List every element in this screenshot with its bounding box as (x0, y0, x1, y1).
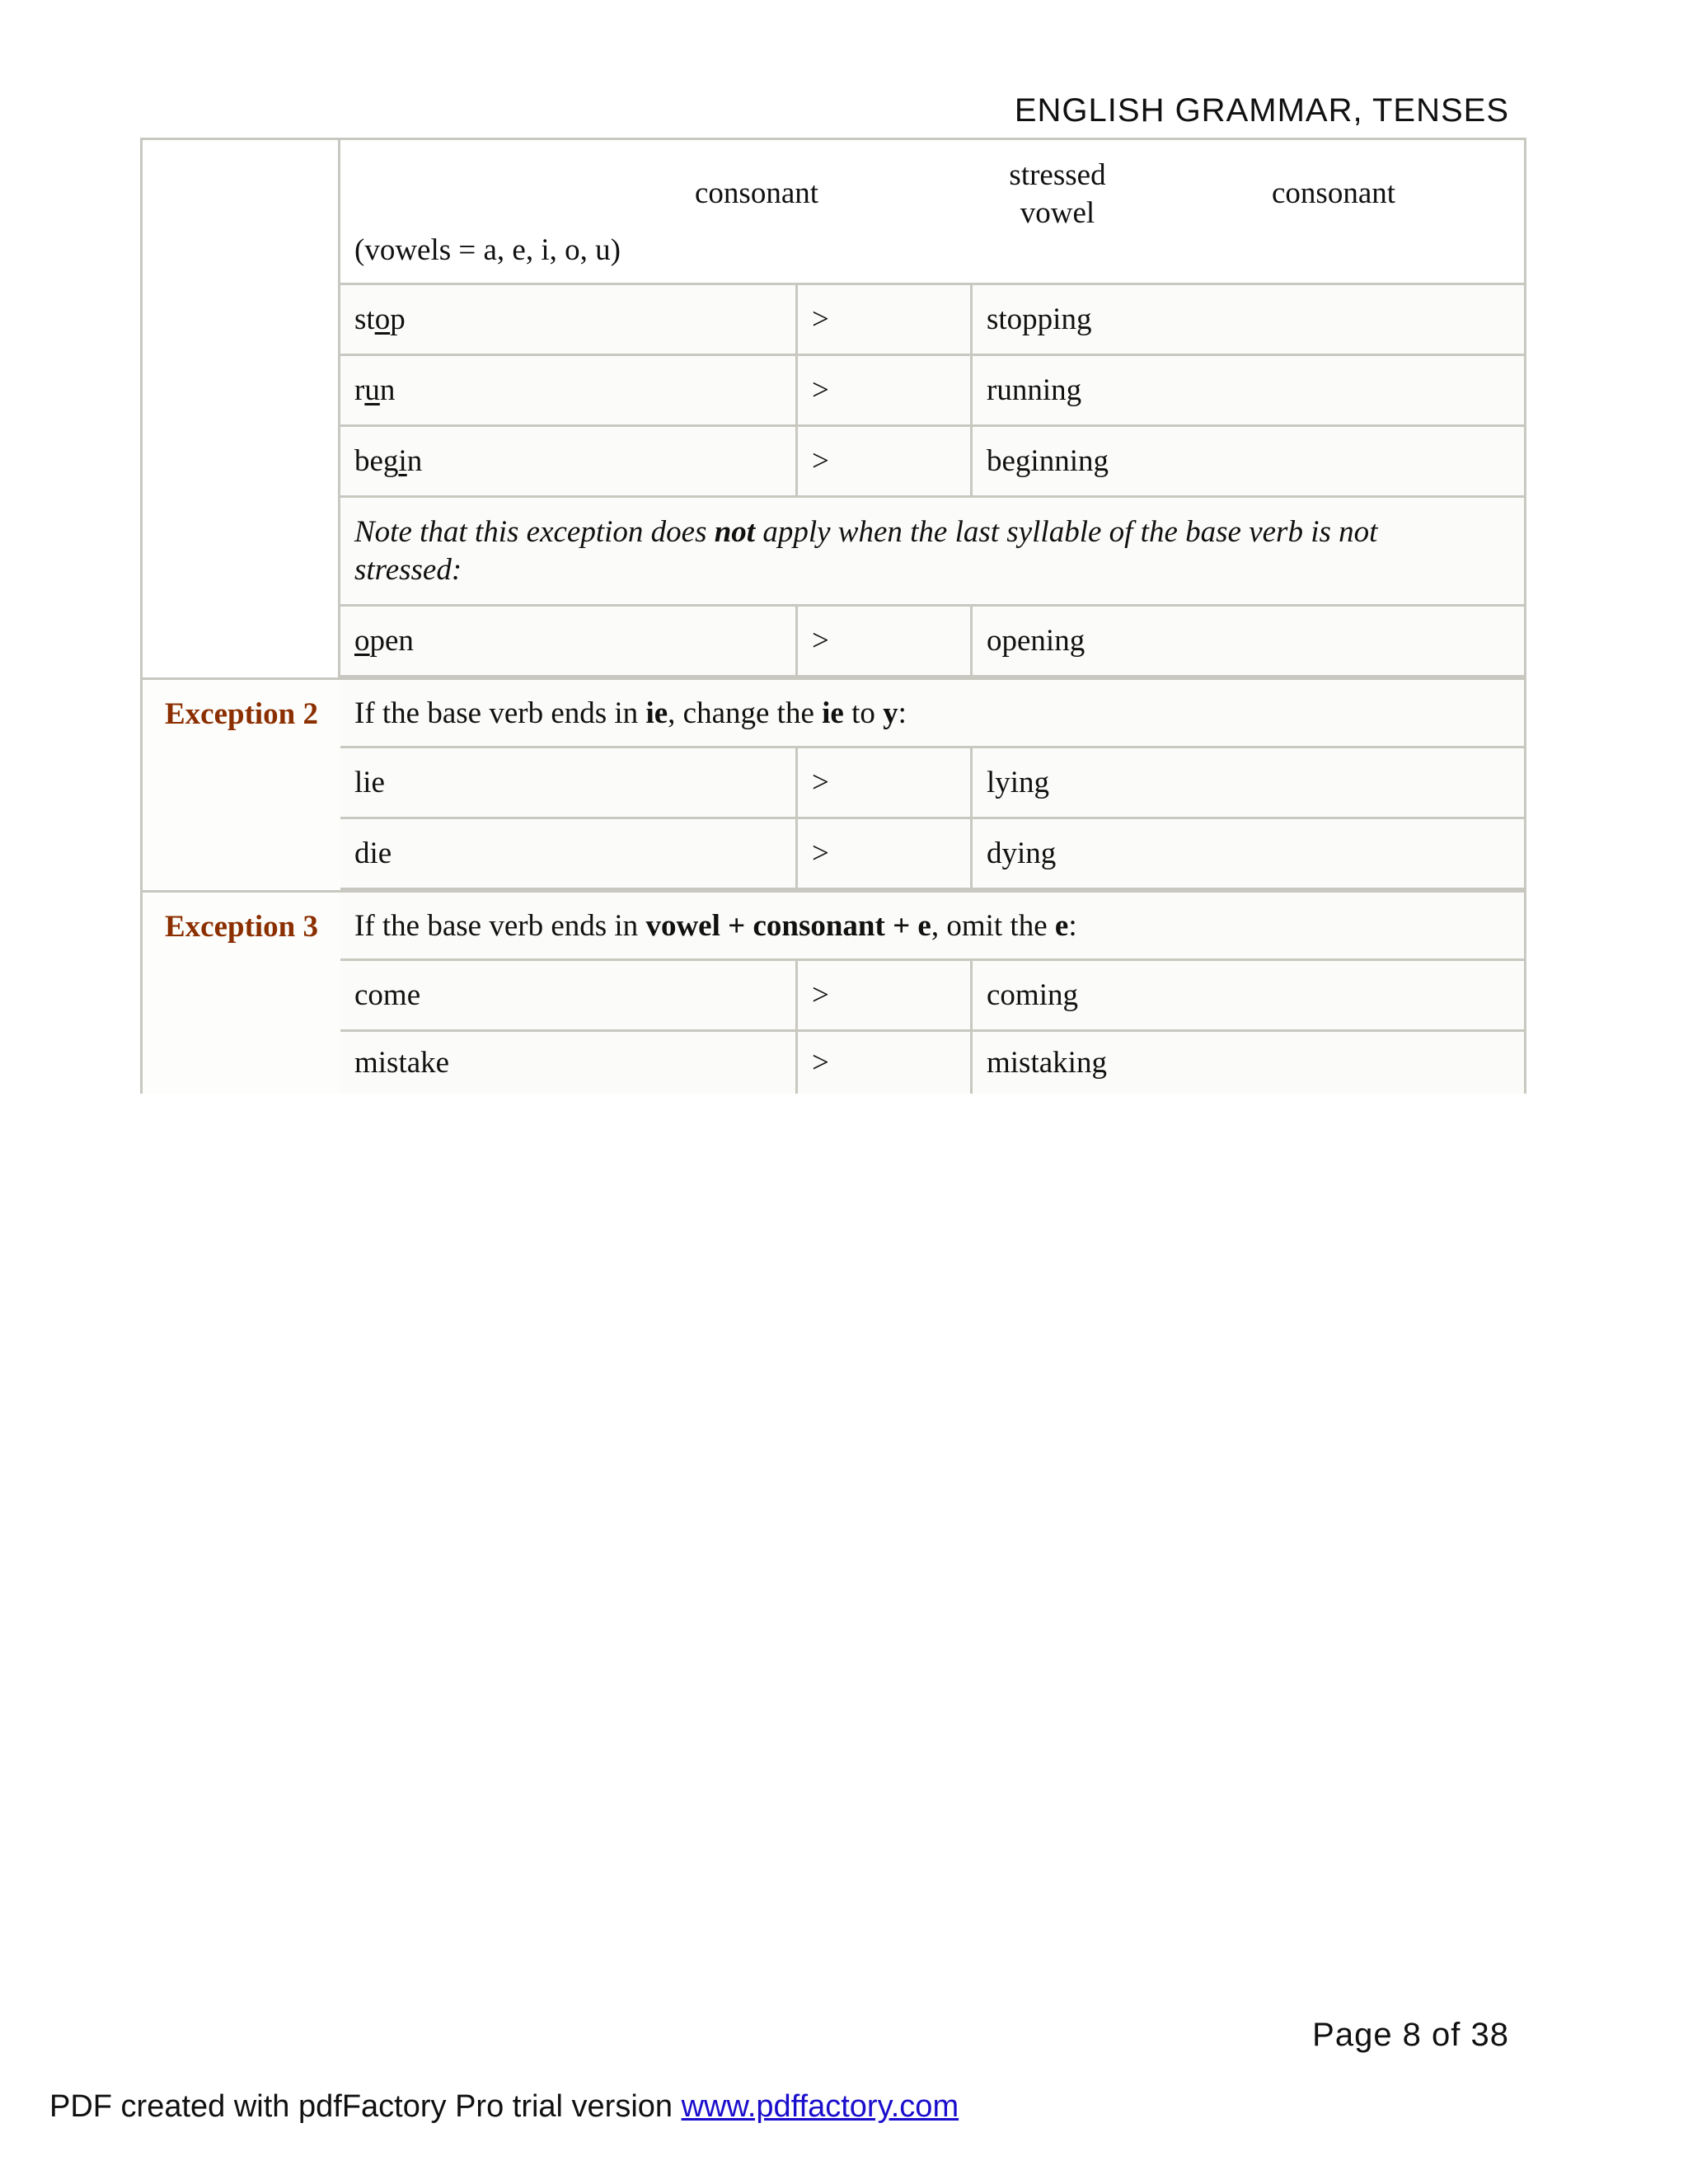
pattern-header (340, 140, 1524, 285)
arrow-cell: > (798, 1032, 973, 1094)
result-cell: stopping (973, 285, 1524, 354)
base-verb-cell: o pen (340, 607, 798, 675)
pdffactory-link[interactable]: www.pdffactory.com (681, 2089, 959, 2124)
result-cell: beginning (973, 427, 1524, 495)
exception-2-label: Exception 2 (143, 677, 340, 748)
exception-2-rule: If the base verb ends in ie , change the ie to y : (340, 680, 1524, 746)
consonant-label-1: consonant (695, 176, 819, 210)
pdf-footer (49, 2089, 959, 2125)
table-row (340, 607, 1524, 677)
result-cell: coming (973, 961, 1524, 1029)
base-verb-cell: beg i n (340, 427, 798, 495)
table-row (340, 961, 1524, 1032)
result-cell: dying (973, 819, 1524, 888)
stressed-vowel-label: stressed vowel (1009, 158, 1106, 230)
exception-3-rule: If the base verb ends in vowel + consonant + e , omit the e : (340, 893, 1524, 958)
arrow-cell: > (798, 819, 973, 888)
arrow-cell: > (798, 748, 973, 817)
base-verb-cell: come (340, 961, 798, 1029)
consonant-label-2: consonant (1272, 176, 1396, 210)
result-cell: mistaking (973, 1032, 1524, 1094)
result-cell: lying (973, 748, 1524, 817)
exception-3-label: Exception 3 (143, 890, 340, 961)
base-verb-cell: die (340, 819, 798, 888)
table-row (340, 285, 1524, 356)
table-row (340, 819, 1524, 890)
arrow-cell: > (798, 356, 973, 424)
base-verb-cell: lie (340, 748, 798, 817)
arrow-cell: > (798, 285, 973, 354)
page-number: Page 8 of 38 (1312, 2017, 1509, 2053)
exception-note-row (340, 498, 1524, 607)
arrow-cell: > (798, 961, 973, 1029)
vowels-note: (vowels = a, e, i, o, u) (354, 233, 621, 267)
exception-3-rule-row (340, 890, 1524, 961)
table-row (340, 427, 1524, 498)
base-verb-cell: r u n (340, 356, 798, 424)
page-header-title: ENGLISH GRAMMAR, TENSES (1014, 92, 1509, 129)
grammar-table (140, 138, 1526, 1094)
result-cell: running (973, 356, 1524, 424)
table-row (340, 1032, 1524, 1094)
pdf-footer-text: PDF created with pdfFactory Pro trial version (49, 2089, 682, 2124)
arrow-cell: > (798, 607, 973, 675)
base-verb-cell: mistake (340, 1032, 798, 1094)
table-row (340, 748, 1524, 819)
exception-2-rule-row (340, 677, 1524, 748)
base-verb-cell: st o p (340, 285, 798, 354)
result-cell: opening (973, 607, 1524, 675)
table-row (340, 356, 1524, 427)
arrow-cell: > (798, 427, 973, 495)
exception-note: Note that this exception does not apply when the last syllable of the base verb is not stressed: (340, 498, 1524, 604)
